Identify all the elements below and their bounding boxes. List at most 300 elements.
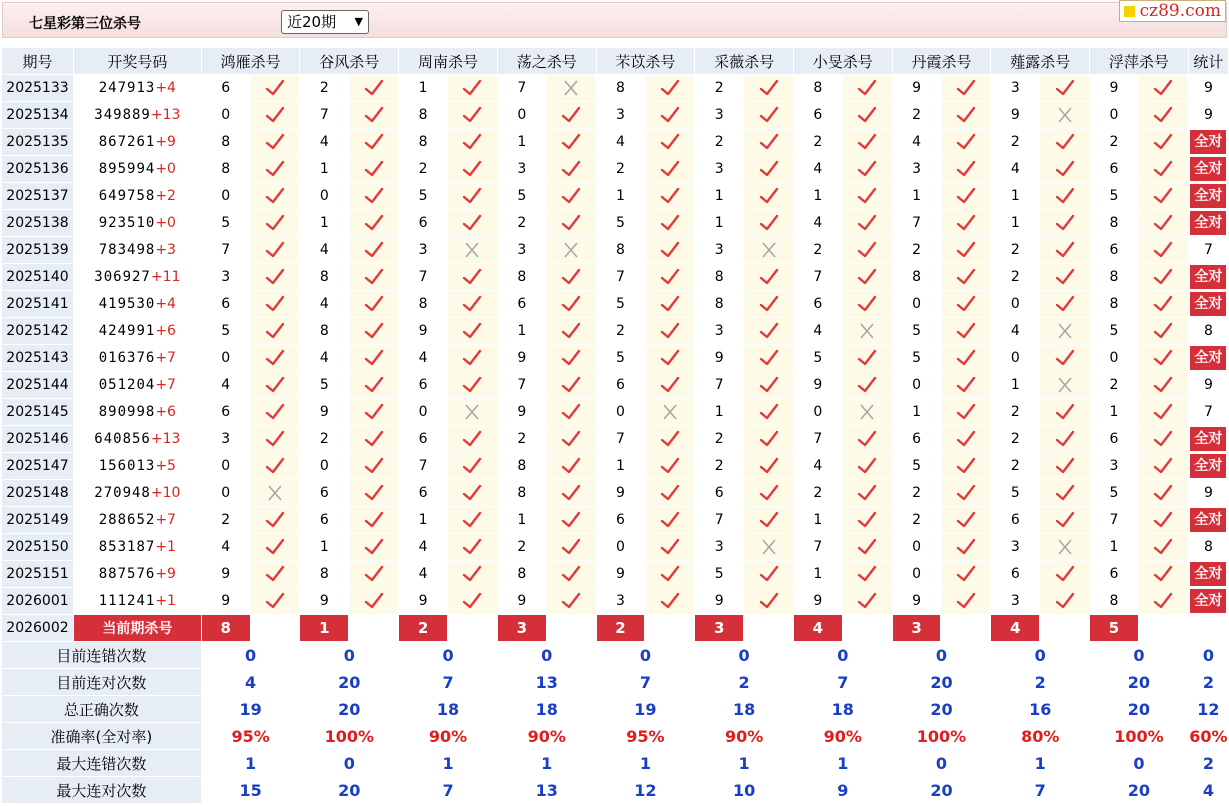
period-cell: 2025148 bbox=[2, 480, 74, 507]
result-cell bbox=[941, 561, 991, 588]
check-icon bbox=[1153, 457, 1173, 475]
check-icon bbox=[462, 484, 482, 502]
check-icon bbox=[1055, 484, 1075, 502]
check-icon bbox=[265, 592, 285, 610]
result-cell bbox=[547, 480, 597, 507]
check-icon bbox=[1153, 187, 1173, 205]
kill-number-cell: 0 bbox=[202, 183, 251, 210]
result-cell bbox=[448, 129, 498, 156]
result-cell bbox=[1139, 372, 1189, 399]
summary-row bbox=[2, 696, 1229, 723]
stat-cell bbox=[1189, 183, 1229, 210]
draw-extra: +7 bbox=[155, 377, 176, 393]
stat-cell bbox=[1189, 372, 1229, 399]
check-icon bbox=[364, 376, 384, 394]
result-cell bbox=[448, 345, 498, 372]
check-icon bbox=[561, 484, 581, 502]
check-icon bbox=[956, 241, 976, 259]
result-cell bbox=[1139, 318, 1189, 345]
check-icon bbox=[1055, 79, 1075, 97]
draw-numbers: 247913 bbox=[98, 80, 156, 96]
draw-extra: +0 bbox=[155, 161, 176, 177]
result-cell bbox=[645, 480, 695, 507]
period-cell: 2025149 bbox=[2, 507, 74, 534]
period-cell: 2025144 bbox=[2, 372, 74, 399]
result-cell bbox=[843, 561, 893, 588]
summary-value: 0 bbox=[399, 642, 498, 669]
kill-number-cell: 5 bbox=[991, 480, 1040, 507]
result-cell bbox=[349, 507, 399, 534]
current-kill-number: 3 bbox=[498, 615, 547, 642]
check-icon bbox=[660, 187, 680, 205]
check-icon bbox=[364, 484, 384, 502]
period-cell: 2025147 bbox=[2, 453, 74, 480]
result-cell bbox=[349, 453, 399, 480]
kill-number-cell: 1 bbox=[695, 399, 744, 426]
result-cell bbox=[349, 102, 399, 129]
period-cell: 2025146 bbox=[2, 426, 74, 453]
kill-number-cell: 1 bbox=[498, 318, 547, 345]
stat-cell bbox=[1189, 237, 1229, 264]
draw-extra: +11 bbox=[150, 269, 181, 285]
result-cell bbox=[744, 129, 794, 156]
draw-extra: +9 bbox=[155, 134, 176, 150]
result-cell bbox=[744, 453, 794, 480]
result-cell bbox=[843, 75, 893, 102]
check-icon bbox=[956, 592, 976, 610]
kill-number-cell: 0 bbox=[893, 291, 942, 318]
check-icon bbox=[561, 268, 581, 286]
check-icon bbox=[265, 187, 285, 205]
check-icon bbox=[364, 511, 384, 529]
check-icon bbox=[759, 214, 779, 232]
result-cell bbox=[744, 264, 794, 291]
draw-numbers-cell bbox=[74, 345, 202, 372]
kill-number-cell: 3 bbox=[202, 426, 251, 453]
kill-number-cell: 2 bbox=[498, 426, 547, 453]
period-cell: 2025135 bbox=[2, 129, 74, 156]
kill-number-cell: 2 bbox=[300, 426, 349, 453]
result-cell bbox=[547, 426, 597, 453]
check-icon bbox=[561, 214, 581, 232]
summary-value: 7 bbox=[597, 669, 696, 696]
kill-number-cell: 0 bbox=[202, 480, 251, 507]
current-kill-number: 2 bbox=[399, 615, 448, 642]
kill-number-cell: 9 bbox=[794, 372, 843, 399]
kill-number-cell: 6 bbox=[399, 372, 448, 399]
result-cell bbox=[1139, 291, 1189, 318]
result-cell bbox=[843, 426, 893, 453]
summary-value: 1 bbox=[794, 750, 893, 777]
kill-number-cell: 5 bbox=[399, 183, 448, 210]
correct-count: 7 bbox=[1203, 404, 1213, 420]
kill-number-cell: 8 bbox=[597, 237, 646, 264]
stat-cell bbox=[1189, 156, 1229, 183]
kill-number-cell: 1 bbox=[991, 372, 1040, 399]
period-range-select[interactable] bbox=[281, 10, 369, 34]
kill-number-cell: 4 bbox=[597, 129, 646, 156]
stat-cell bbox=[1189, 264, 1229, 291]
kill-number-cell: 0 bbox=[202, 453, 251, 480]
kill-number-cell: 6 bbox=[794, 102, 843, 129]
result-cell bbox=[1040, 183, 1090, 210]
check-icon bbox=[364, 106, 384, 124]
summary-value: 0 bbox=[893, 642, 992, 669]
kill-number-cell: 0 bbox=[399, 399, 448, 426]
check-icon bbox=[364, 322, 384, 340]
correct-count: 8 bbox=[1203, 323, 1213, 339]
kill-number-cell: 5 bbox=[498, 183, 547, 210]
summary-value: 18 bbox=[399, 696, 498, 723]
kill-number-cell: 2 bbox=[597, 318, 646, 345]
draw-numbers-cell bbox=[74, 453, 202, 480]
kill-number-cell: 8 bbox=[597, 75, 646, 102]
result-cell bbox=[744, 588, 794, 615]
result-cell bbox=[1040, 534, 1090, 561]
kill-number-cell: 1 bbox=[597, 453, 646, 480]
check-icon bbox=[1153, 268, 1173, 286]
kill-number-cell: 3 bbox=[991, 588, 1040, 615]
kill-number-cell: 8 bbox=[399, 291, 448, 318]
draw-extra: +6 bbox=[155, 404, 176, 420]
period-cell: 2025140 bbox=[2, 264, 74, 291]
draw-numbers: 649758 bbox=[98, 188, 156, 204]
check-icon bbox=[1055, 133, 1075, 151]
kill-number-cell: 1 bbox=[300, 534, 349, 561]
result-cell bbox=[1139, 453, 1189, 480]
result-cell bbox=[251, 372, 301, 399]
kill-number-cell: 8 bbox=[399, 102, 448, 129]
stat-cell bbox=[1189, 318, 1229, 345]
draw-numbers: 887576 bbox=[98, 566, 156, 582]
check-icon bbox=[265, 133, 285, 151]
kill-number-cell: 8 bbox=[893, 264, 942, 291]
check-icon bbox=[857, 457, 877, 475]
summary-value: 7 bbox=[794, 669, 893, 696]
check-icon bbox=[857, 295, 877, 313]
kill-number-cell: 6 bbox=[399, 426, 448, 453]
summary-value: 0 bbox=[893, 750, 992, 777]
summary-label: 最大连错次数 bbox=[2, 750, 202, 777]
check-icon bbox=[462, 106, 482, 124]
check-icon bbox=[265, 430, 285, 448]
draw-numbers: 156013 bbox=[98, 458, 156, 474]
result-cell bbox=[1139, 588, 1189, 615]
kill-number-cell: 6 bbox=[202, 399, 251, 426]
kill-number-cell: 2 bbox=[399, 156, 448, 183]
kill-number-cell: 2 bbox=[991, 264, 1040, 291]
draw-extra: +4 bbox=[155, 296, 176, 312]
kill-number-cell: 2 bbox=[202, 507, 251, 534]
cross-icon bbox=[265, 484, 285, 502]
current-blank bbox=[547, 615, 597, 642]
draw-numbers: 853187 bbox=[98, 539, 156, 555]
kill-number-cell: 4 bbox=[893, 129, 942, 156]
check-icon bbox=[1153, 376, 1173, 394]
current-blank bbox=[251, 615, 301, 642]
site-logo[interactable] bbox=[1119, 0, 1226, 22]
result-cell bbox=[547, 264, 597, 291]
check-icon bbox=[265, 79, 285, 97]
cross-icon bbox=[561, 241, 581, 259]
current-blank bbox=[941, 615, 991, 642]
summary-value: 0 bbox=[794, 642, 893, 669]
summary-value: 0 bbox=[498, 642, 597, 669]
result-cell bbox=[843, 264, 893, 291]
kill-number-cell: 4 bbox=[399, 561, 448, 588]
kill-number-cell: 3 bbox=[695, 102, 744, 129]
result-cell bbox=[1040, 156, 1090, 183]
check-icon bbox=[857, 214, 877, 232]
result-cell bbox=[547, 210, 597, 237]
kill-number-cell: 9 bbox=[794, 588, 843, 615]
summary-value: 60% bbox=[1189, 723, 1229, 750]
current-kill-number: 4 bbox=[991, 615, 1040, 642]
check-icon bbox=[462, 430, 482, 448]
kill-number-cell: 9 bbox=[300, 588, 349, 615]
check-icon bbox=[561, 565, 581, 583]
result-cell bbox=[843, 210, 893, 237]
check-icon bbox=[364, 295, 384, 313]
summary-row bbox=[2, 750, 1229, 777]
result-cell bbox=[645, 156, 695, 183]
result-cell bbox=[744, 75, 794, 102]
result-cell bbox=[941, 480, 991, 507]
result-cell bbox=[941, 156, 991, 183]
result-cell bbox=[744, 291, 794, 318]
check-icon bbox=[364, 268, 384, 286]
kill-number-cell: 2 bbox=[1090, 372, 1139, 399]
period-cell: 2025138 bbox=[2, 210, 74, 237]
draw-numbers-cell bbox=[74, 426, 202, 453]
summary-value: 0 bbox=[1090, 642, 1189, 669]
current-blank bbox=[1139, 615, 1189, 642]
header-expert: 芣苡杀号 bbox=[597, 48, 696, 75]
check-icon bbox=[265, 376, 285, 394]
summary-value: 90% bbox=[794, 723, 893, 750]
current-kill-number: 3 bbox=[893, 615, 942, 642]
summary-value: 7 bbox=[991, 777, 1090, 804]
result-cell bbox=[349, 426, 399, 453]
draw-numbers: 923510 bbox=[98, 215, 156, 231]
kill-number-cell: 7 bbox=[300, 102, 349, 129]
current-kill-number: 8 bbox=[202, 615, 251, 642]
correct-count: 9 bbox=[1203, 80, 1213, 96]
result-cell bbox=[1139, 399, 1189, 426]
summary-value: 95% bbox=[597, 723, 696, 750]
result-cell bbox=[251, 102, 301, 129]
result-cell bbox=[251, 156, 301, 183]
summary-value: 4 bbox=[1189, 777, 1229, 804]
result-cell bbox=[1139, 156, 1189, 183]
current-kill-number: 5 bbox=[1090, 615, 1139, 642]
check-icon bbox=[660, 106, 680, 124]
check-icon bbox=[561, 511, 581, 529]
check-icon bbox=[265, 565, 285, 583]
result-cell bbox=[251, 561, 301, 588]
result-cell bbox=[547, 588, 597, 615]
check-icon bbox=[561, 133, 581, 151]
kill-number-cell: 2 bbox=[695, 129, 744, 156]
kill-number-cell: 1 bbox=[498, 507, 547, 534]
kill-number-cell: 7 bbox=[399, 453, 448, 480]
check-icon bbox=[1153, 79, 1173, 97]
summary-value: 0 bbox=[202, 642, 301, 669]
result-cell bbox=[1139, 237, 1189, 264]
kill-number-cell: 0 bbox=[893, 534, 942, 561]
draw-extra: +13 bbox=[150, 107, 181, 123]
result-cell bbox=[349, 372, 399, 399]
check-icon bbox=[759, 187, 779, 205]
result-cell bbox=[1040, 426, 1090, 453]
kill-number-cell: 9 bbox=[498, 588, 547, 615]
summary-row bbox=[2, 642, 1229, 669]
current-kill-number: 3 bbox=[695, 615, 744, 642]
result-cell bbox=[1139, 561, 1189, 588]
check-icon bbox=[857, 241, 877, 259]
kill-number-cell: 8 bbox=[300, 561, 349, 588]
result-cell bbox=[1139, 183, 1189, 210]
result-cell bbox=[448, 588, 498, 615]
summary-value: 0 bbox=[597, 642, 696, 669]
check-icon bbox=[660, 160, 680, 178]
kill-number-cell: 5 bbox=[597, 345, 646, 372]
kill-number-cell: 1 bbox=[1090, 399, 1139, 426]
result-cell bbox=[547, 291, 597, 318]
table-row bbox=[2, 453, 1229, 480]
table-row bbox=[2, 129, 1229, 156]
cross-icon bbox=[660, 403, 680, 421]
check-icon bbox=[857, 538, 877, 556]
draw-numbers-cell bbox=[74, 75, 202, 102]
kill-number-cell: 4 bbox=[399, 534, 448, 561]
summary-value: 0 bbox=[300, 750, 399, 777]
kill-number-cell: 3 bbox=[893, 156, 942, 183]
summary-value: 20 bbox=[893, 669, 992, 696]
kill-number-cell: 2 bbox=[991, 399, 1040, 426]
result-cell bbox=[843, 102, 893, 129]
period-cell: 2025141 bbox=[2, 291, 74, 318]
kill-number-cell: 6 bbox=[991, 561, 1040, 588]
kill-number-cell: 8 bbox=[300, 318, 349, 345]
kill-number-cell: 7 bbox=[794, 426, 843, 453]
kill-number-cell: 2 bbox=[991, 237, 1040, 264]
stat-cell bbox=[1189, 102, 1229, 129]
draw-numbers-cell bbox=[74, 372, 202, 399]
draw-numbers-cell bbox=[74, 480, 202, 507]
result-cell bbox=[645, 345, 695, 372]
kill-number-cell: 7 bbox=[1090, 507, 1139, 534]
result-cell bbox=[1139, 345, 1189, 372]
result-cell bbox=[645, 534, 695, 561]
check-icon bbox=[462, 295, 482, 313]
check-icon bbox=[1153, 403, 1173, 421]
check-icon bbox=[857, 133, 877, 151]
result-cell bbox=[645, 588, 695, 615]
current-stat-blank bbox=[1189, 615, 1229, 642]
check-icon bbox=[759, 295, 779, 313]
check-icon bbox=[956, 214, 976, 232]
kill-number-cell: 4 bbox=[794, 156, 843, 183]
draw-numbers: 890998 bbox=[98, 404, 156, 420]
kill-number-cell: 4 bbox=[794, 210, 843, 237]
result-cell bbox=[448, 426, 498, 453]
kill-number-cell: 0 bbox=[300, 453, 349, 480]
stat-cell bbox=[1189, 561, 1229, 588]
result-cell bbox=[251, 75, 301, 102]
result-cell bbox=[251, 588, 301, 615]
result-cell bbox=[448, 399, 498, 426]
all-correct-badge: 全对 bbox=[1190, 427, 1226, 451]
kill-number-cell: 5 bbox=[893, 345, 942, 372]
result-cell bbox=[1139, 75, 1189, 102]
result-cell bbox=[744, 156, 794, 183]
check-icon bbox=[561, 295, 581, 313]
kill-number-cell: 6 bbox=[1090, 426, 1139, 453]
current-kill-number: 4 bbox=[794, 615, 843, 642]
result-cell bbox=[843, 318, 893, 345]
kill-number-cell: 0 bbox=[202, 345, 251, 372]
summary-value: 1 bbox=[399, 750, 498, 777]
draw-numbers: 867261 bbox=[98, 134, 156, 150]
result-cell bbox=[349, 291, 399, 318]
cross-icon bbox=[1055, 538, 1075, 556]
result-cell bbox=[1040, 75, 1090, 102]
draw-extra: +4 bbox=[155, 80, 176, 96]
summary-value: 90% bbox=[399, 723, 498, 750]
kill-number-cell: 9 bbox=[498, 345, 547, 372]
result-cell bbox=[843, 453, 893, 480]
check-icon bbox=[956, 430, 976, 448]
cross-icon bbox=[759, 241, 779, 259]
kill-number-cell: 3 bbox=[991, 75, 1040, 102]
result-cell bbox=[645, 75, 695, 102]
result-cell bbox=[744, 318, 794, 345]
check-icon bbox=[759, 106, 779, 124]
result-cell bbox=[843, 588, 893, 615]
draw-numbers: 016376 bbox=[98, 350, 156, 366]
check-icon bbox=[759, 484, 779, 502]
check-icon bbox=[1055, 268, 1075, 286]
result-cell bbox=[547, 345, 597, 372]
kill-number-cell: 4 bbox=[300, 237, 349, 264]
kill-number-cell: 5 bbox=[1090, 480, 1139, 507]
summary-value: 20 bbox=[300, 669, 399, 696]
kill-number-cell: 2 bbox=[794, 237, 843, 264]
result-cell bbox=[843, 534, 893, 561]
stat-cell bbox=[1189, 291, 1229, 318]
result-cell bbox=[941, 183, 991, 210]
check-icon bbox=[1153, 295, 1173, 313]
check-icon bbox=[759, 403, 779, 421]
kill-number-cell: 9 bbox=[597, 480, 646, 507]
result-cell bbox=[448, 318, 498, 345]
check-icon bbox=[1055, 160, 1075, 178]
kill-number-cell: 0 bbox=[893, 372, 942, 399]
stat-cell bbox=[1189, 588, 1229, 615]
draw-numbers: 783498 bbox=[98, 242, 156, 258]
summary-label: 准确率(全对率) bbox=[2, 723, 202, 750]
check-icon bbox=[1153, 133, 1173, 151]
summary-value: 12 bbox=[597, 777, 696, 804]
result-cell bbox=[1139, 129, 1189, 156]
check-icon bbox=[462, 511, 482, 529]
kill-number-cell: 4 bbox=[794, 453, 843, 480]
check-icon bbox=[561, 430, 581, 448]
check-icon bbox=[1055, 241, 1075, 259]
kill-number-cell: 2 bbox=[893, 102, 942, 129]
kill-number-cell: 4 bbox=[399, 345, 448, 372]
